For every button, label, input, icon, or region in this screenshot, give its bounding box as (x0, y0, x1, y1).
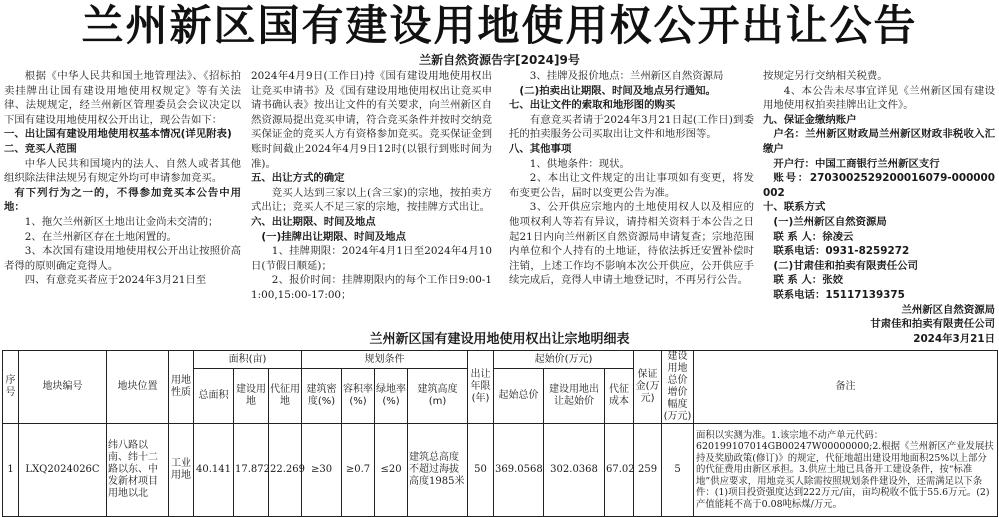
paragraph: 2024年4月9日(工作日)持《国有建设用地使用权出让竞买申请书》及《国有建设用地使用权出让竞买申请书确认表》按出让文件的有关要求，向兰州新区自然资源局提出竞买申请，符合竞买条件并按时交纳竞买保证金的竞买人方有资格参加竞买。竞买保证金到账时间截止2024年4月9日12时(以银行到账时间为准)。 (251, 70, 492, 170)
paragraph: 1、供地条件：现状。 (529, 157, 630, 170)
paragraph: 2024年3月21日 (913, 332, 995, 345)
header-deposit: 保证金(万元) (634, 351, 662, 424)
paragraph: (二)甘肃佳和拍卖有限责任公司 (773, 259, 918, 272)
paragraph: 有下列行为之一的，不得参加竞买本公告中用地： (4, 186, 241, 214)
paragraph: 中华人民共和国境内的法人、自然人或者其他组织除法律法规另有规定外均可申请参加竞买。 (4, 157, 241, 185)
paragraph: 甘肃佳和拍卖有限责任公司 (870, 318, 995, 331)
cell-proxy-cost: 67.02 (605, 424, 634, 517)
paragraph: 3、公开供应宗地内的土地使用权人以及相应的他项权利人等若有异议，请持相关资料于本公告之日起21日内向兰州新区自然资源局申请复查；宗地范围内单位和个人持有的土地证，待依法拆迁安置补偿时注销，上述工作均不影响本次公开供应，公开供应手续完成后，竞得人申请土地登记时，不再另行公告。 (509, 201, 754, 287)
section-heading: 八、其他事项 (509, 142, 572, 155)
paragraph: 按规定另行交纳相关税费。 (763, 70, 888, 82)
paragraph: 3、本次国有建设用地使用权公开出让按照价高者得的原则确定竞得人。 (4, 245, 241, 272)
header-green: 绿地率(%) (375, 369, 408, 424)
header-term: 出让年限(年) (468, 351, 494, 424)
section-heading: 一、出让国有建设用地使用权基本情况(详见附表) (4, 128, 232, 141)
text-column-1 (4, 69, 241, 331)
header-remark: 备注 (694, 351, 998, 424)
header-far: 容积率(%) (342, 369, 375, 424)
paragraph: 户名：兰州新区财政局兰州新区财政非税收入汇缴户 (763, 128, 995, 155)
header-start-total: 起始总价 (494, 369, 544, 424)
header-code: 地块编号 (19, 351, 107, 424)
paragraph: 开户行：中国工商银行兰州新区支行 (773, 157, 940, 170)
section-heading: 六、出让期限、时间及地点 (251, 215, 376, 228)
paragraph: 1、拖欠兰州新区土地出让金尚未交清的； (24, 215, 219, 228)
section-heading: 九、保证金缴纳账户 (763, 113, 857, 126)
paragraph: 2、报价时间：挂牌期限内的每个工作日9:00-11:00,15:00-17:00； (251, 274, 492, 301)
header-area-group: 面积(亩) (194, 351, 302, 369)
cell-term: 50 (468, 424, 494, 517)
header-location: 地块位置 (107, 351, 169, 424)
parcel-table (2, 350, 998, 517)
paragraph: 联系电话：0931-8259272 (773, 245, 910, 258)
header-area-build: 建设用地 (234, 369, 269, 424)
cell-area-proxy: 22.269 (269, 424, 302, 517)
cell-step: 5 (662, 424, 694, 517)
paragraph: 四、有意竞买者应于2024年3月21日至 (24, 274, 207, 287)
text-column-3 (509, 69, 754, 331)
header-start-build: 建设用地出让起始价 (544, 369, 605, 424)
cell-code: LXQ2024026C (19, 424, 107, 517)
paragraph: (一)挂牌出让期限、时间及地点 (261, 230, 406, 243)
paragraph: 联 系 人：张姣 (773, 274, 843, 287)
cell-location: 纬八路以南、纬十二路以东、中发新材项目用地以北 (107, 424, 169, 517)
header-height: 建筑高度(m) (408, 369, 468, 424)
text-column-4 (763, 69, 995, 345)
header-density: 建筑密度(%) (302, 369, 342, 424)
header-use: 用地性质 (169, 351, 194, 424)
header-seq: 序号 (3, 351, 19, 424)
table-row (3, 424, 998, 517)
cell-height: 建筑总高度不超过海拔高度1985米 (408, 424, 468, 517)
text-column-2 (251, 69, 492, 331)
paragraph: (二)拍卖出让期限、时间及地点另行通知。 (519, 84, 716, 97)
paragraph: 兰州新区自然资源局 (901, 303, 995, 316)
section-heading: 五、出让方式的确定 (251, 172, 345, 185)
announcement-number: 兰新自然资源告字[2024]9号 (419, 53, 580, 67)
cell-far: ≥0.7 (342, 424, 375, 517)
cell-area-build: 17.872 (234, 424, 269, 517)
header-step: 建设用地总价增价幅度(万元) (662, 351, 694, 424)
cell-green: ≤20 (375, 424, 408, 517)
header-price-group: 起始价(万元) (494, 351, 634, 369)
paragraph: (一)兰州新区自然资源局 (773, 215, 887, 228)
cell-deposit: 259 (634, 424, 662, 517)
paragraph: 2、在兰州新区存在土地闲置的。 (24, 230, 177, 243)
header-proxy-cost: 代征成本 (605, 369, 634, 424)
paragraph: 4、本公告未尽事宜详见《兰州新区国有建设用地使用权拍卖挂牌出让文件》。 (763, 84, 995, 112)
page-title: 兰州新区国有建设用地使用权公开出让公告 (81, 1, 918, 50)
paragraph: 1、挂牌期限：2024年4月1日至2024年4月10日(节假日顺延)； (251, 245, 492, 272)
paragraph: 有意竞买者请于2024年3月21日起(工作日)到委托的拍卖服务公司买取出让文件和地形图等。 (509, 113, 754, 141)
paragraph: 联 系 人：徐凌云 (773, 230, 854, 243)
cell-seq: 1 (3, 424, 19, 517)
section-heading: 十、联系方式 (763, 201, 826, 214)
table-title: 兰州新区国有建设用地使用权出让宗地明细表 (369, 332, 630, 347)
section-heading: 七、出让文件的索取和地形图的购买 (509, 99, 676, 112)
paragraph: 根据《中华人民共和国土地管理法》、《招标拍卖挂牌出让国有建设用地使用权规定》等有关法律、法规规定，经兰州新区管理委员会会议决定以下国有建设用地使用权公开出让，现公告如下： (4, 70, 241, 126)
section-heading: 二、竞买人范围 (4, 142, 77, 155)
cell-area-total: 40.141 (194, 424, 234, 517)
header-area-proxy: 代征用地 (269, 369, 302, 424)
paragraph: 联系电话：15117139375 (773, 288, 905, 301)
paragraph: 竞买人达到三家以上(含三家)的宗地，按拍卖方式出让；竞买人不足三家的宗地，按挂牌方式出让。 (251, 186, 492, 214)
cell-start-build: 302.0368 (544, 424, 605, 517)
paragraph: 2、本出让文件规定的出让事项如有变更，将发布变更公告，届时以变更公告为准。 (509, 172, 754, 199)
cell-remark: 面积以实测为准。1.该宗地不动产单元代码：620199107014GB00247W00000000;2.根据《兰州新区产业发展扶持及奖励政策(修订)》的规定，代征地超出建设用地面积25%以上部分的代征费用由新区承担。3.供应土地已具备开工建设条件，按“标准地”供应要求，用地竞买人除需按照规划条件建设外，还需满足以下条件：(1)项目投资强度达到222万元/亩，亩均税收不低于55.6万元。(2)产值能耗不高于0.08吨标煤/万元。 (694, 424, 998, 517)
cell-use: 工业用地 (169, 424, 194, 517)
cell-start-total: 369.0568 (494, 424, 544, 517)
paragraph: 3、挂牌及报价地点：兰州新区自然资源局 (529, 70, 724, 82)
paragraph: 账号：2703002529200016079-000000002 (763, 172, 995, 199)
header-area-total: 总面积 (194, 369, 234, 424)
cell-density: ≥30 (302, 424, 342, 517)
header-plan-group: 规划条件 (302, 351, 468, 369)
